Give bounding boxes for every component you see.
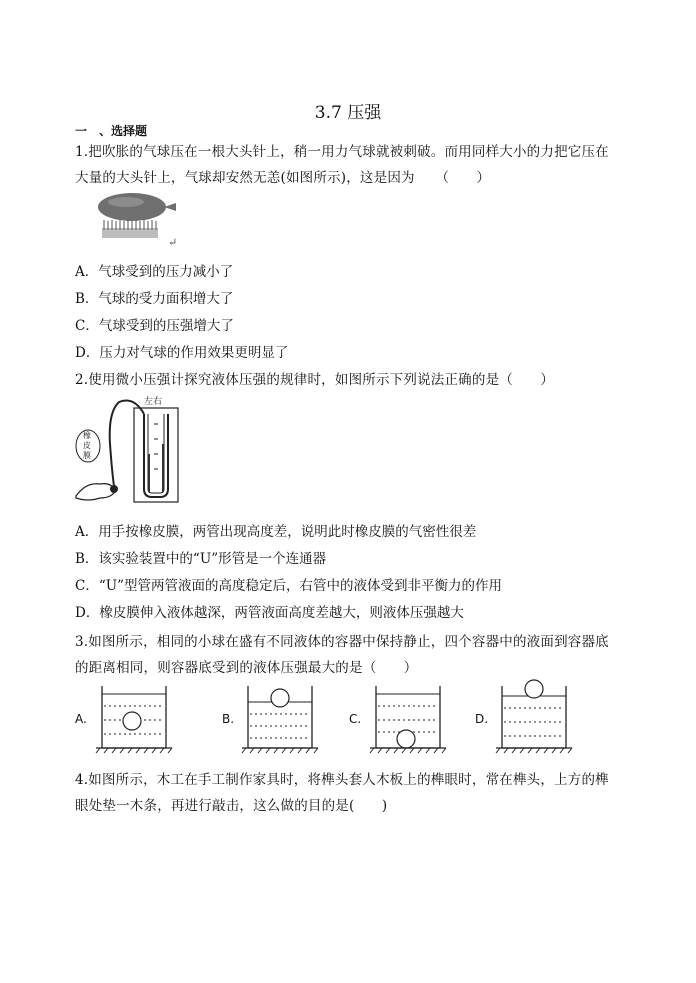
svg-text:膜: 膜 — [83, 451, 91, 460]
q4-text-line2: 眼处垫一木条，再进行敲击，这么做的目的是( ) — [75, 798, 388, 814]
q1-option-d: D．压力对气球的作用效果更明显了 — [75, 345, 289, 361]
q4-text-line1: 4.如图所示，木工在手工制作家具时，将榫头套人木板上的榫眼时，常在榫头，上方的榫 — [75, 772, 609, 788]
container-d-label: D. — [475, 712, 489, 726]
container-a-label: A. — [75, 712, 87, 726]
container-c-label: C. — [349, 712, 362, 726]
q1-option-b: B．气球的受力面积增大了 — [75, 291, 234, 307]
fig-label-left-right: 左右 — [144, 397, 163, 407]
container-b-figure — [242, 684, 318, 754]
page-title: 3.7 压强 — [314, 103, 382, 123]
q2-option-d: D．橡皮膜伸入液体越深，两管液面高度差越大，则液体压强越大 — [75, 605, 464, 621]
container-c-figure — [370, 684, 446, 754]
q3-text-line2: 的距离相同，则容器底受到的液体压强最大的是（ ） — [75, 660, 418, 676]
section-heading: 一 、选择题 — [75, 124, 148, 138]
svg-text:橡: 橡 — [83, 431, 91, 440]
q2-option-a: A．用手按橡皮膜，两管出现高度差，说明此时橡皮膜的气密性很差 — [75, 524, 477, 540]
q3-text-line1: 3.如图所示，相同的小球在盛有不同液体的容器中保持静止，四个容器中的液面到容器底 — [75, 634, 609, 650]
q1-option-a: A．气球受到的压力减小了 — [75, 264, 234, 280]
container-d-figure — [496, 680, 572, 754]
pressure-gauge-figure — [74, 394, 184, 506]
q1-text-line2: 大量的大头针上，气球却安然无恙(如图所示)，这是因为 （ ） — [75, 170, 491, 186]
return-mark: ↵ — [168, 236, 178, 249]
q2-option-c: C．“U”型管两管液面的高度稳定后，右管中的液体受到非平衡力的作用 — [75, 578, 503, 594]
q1-text-line1: 1.把吹胀的气球压在一根大头针上，稍一用力气球就被刺破。而用同样大小的力把它压在 — [75, 144, 609, 160]
q2-text-line1: 2.使用微小压强计探究液体压强的规律时，如图所示下列说法正确的是（ ） — [75, 372, 555, 388]
q1-option-c: C．气球受到的压强增大了 — [75, 318, 234, 334]
container-a-figure — [96, 684, 172, 754]
container-b-label: B. — [222, 712, 235, 726]
q2-option-b: B．该实验装置中的“U”形管是一个连通器 — [75, 551, 327, 567]
svg-text:皮: 皮 — [83, 441, 91, 450]
